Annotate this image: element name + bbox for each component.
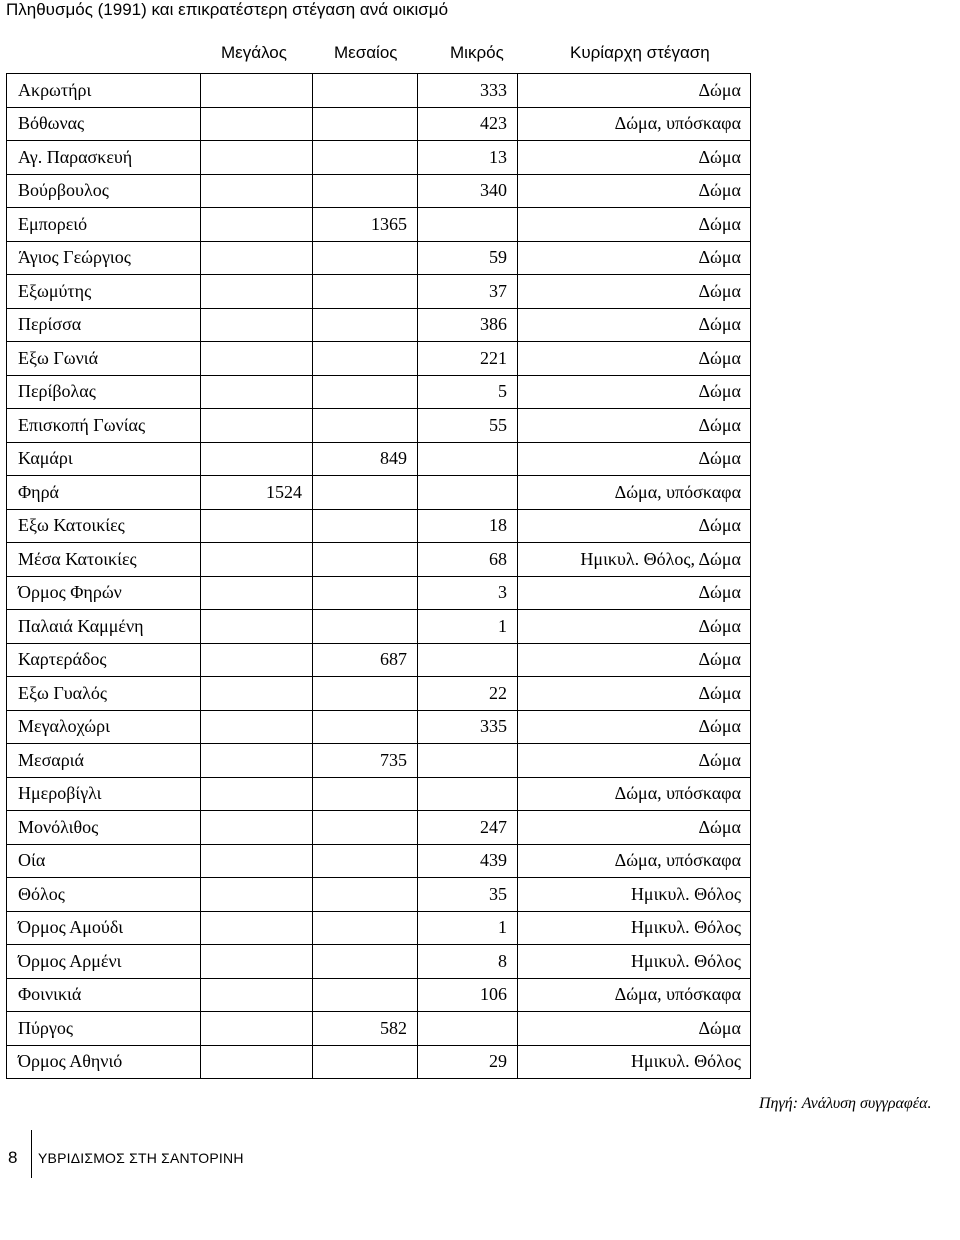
settlement-name: Εξω Κατοικίες	[7, 509, 201, 543]
settlement-name: Καμάρι	[7, 442, 201, 476]
table-row	[7, 978, 751, 1012]
dominant-housing: Δώμα, υπόσκαφα	[518, 844, 751, 878]
table-row	[7, 543, 751, 577]
population-large: 1524	[201, 476, 313, 510]
dominant-housing: Δώμα	[518, 744, 751, 778]
dominant-housing: Δώμα	[518, 208, 751, 242]
population-large	[201, 509, 313, 543]
population-medium: 1365	[313, 208, 418, 242]
population-large	[201, 710, 313, 744]
population-medium	[313, 342, 418, 376]
population-small	[418, 1012, 518, 1046]
table-row	[7, 208, 751, 242]
population-medium	[313, 241, 418, 275]
population-small: 35	[418, 878, 518, 912]
population-small: 37	[418, 275, 518, 309]
settlement-name: Μεγαλοχώρι	[7, 710, 201, 744]
population-medium	[313, 978, 418, 1012]
table-row	[7, 409, 751, 443]
population-large	[201, 74, 313, 108]
population-small: 439	[418, 844, 518, 878]
dominant-housing: Δώμα	[518, 509, 751, 543]
table-row	[7, 710, 751, 744]
population-medium	[313, 174, 418, 208]
population-large	[201, 643, 313, 677]
table-row	[7, 74, 751, 108]
population-medium	[313, 141, 418, 175]
population-small	[418, 643, 518, 677]
population-small: 1	[418, 610, 518, 644]
table-row	[7, 677, 751, 711]
table-row	[7, 1012, 751, 1046]
table-row	[7, 476, 751, 510]
dominant-housing: Δώμα, υπόσκαφα	[518, 777, 751, 811]
table-row	[7, 275, 751, 309]
table-row	[7, 375, 751, 409]
table-row	[7, 442, 751, 476]
settlement-name: Επισκοπή Γωνίας	[7, 409, 201, 443]
population-large	[201, 610, 313, 644]
settlement-name: Περίσσα	[7, 308, 201, 342]
population-large	[201, 844, 313, 878]
settlement-name: Όρμος Αμούδι	[7, 911, 201, 945]
population-medium	[313, 878, 418, 912]
dominant-housing: Δώμα	[518, 576, 751, 610]
settlement-name: Όρμος Αρμένι	[7, 945, 201, 979]
dominant-housing: Δώμα	[518, 677, 751, 711]
dominant-housing: Δώμα	[518, 643, 751, 677]
table-row	[7, 878, 751, 912]
table-row	[7, 844, 751, 878]
population-medium	[313, 1045, 418, 1079]
settlement-table	[6, 73, 751, 1079]
population-medium: 735	[313, 744, 418, 778]
population-large	[201, 342, 313, 376]
population-large	[201, 1012, 313, 1046]
population-medium	[313, 275, 418, 309]
column-header-large: Μεγάλος	[221, 43, 287, 62]
table-row	[7, 509, 751, 543]
population-small: 3	[418, 576, 518, 610]
population-small: 59	[418, 241, 518, 275]
settlement-name: Μέσα Κατοικίες	[7, 543, 201, 577]
dominant-housing: Δώμα, υπόσκαφα	[518, 476, 751, 510]
population-medium	[313, 844, 418, 878]
population-small: 247	[418, 811, 518, 845]
population-medium	[313, 811, 418, 845]
population-large	[201, 945, 313, 979]
table-row	[7, 811, 751, 845]
population-small: 55	[418, 409, 518, 443]
population-large	[201, 442, 313, 476]
table-row	[7, 107, 751, 141]
running-head: ΥΒΡΙΔΙΣΜΟΣ ΣΤΗ ΣΑΝΤΟΡΙΝΗ	[38, 1150, 244, 1166]
population-small: 22	[418, 677, 518, 711]
settlement-name: Εξωμύτης	[7, 275, 201, 309]
population-medium	[313, 911, 418, 945]
population-large	[201, 107, 313, 141]
settlement-name: Βούρβουλος	[7, 174, 201, 208]
population-medium	[313, 777, 418, 811]
population-large	[201, 978, 313, 1012]
settlement-name: Εξω Γυαλός	[7, 677, 201, 711]
population-large	[201, 375, 313, 409]
column-header-small: Μικρός	[450, 43, 504, 62]
population-medium: 849	[313, 442, 418, 476]
population-small: 68	[418, 543, 518, 577]
settlement-name: Ημεροβίγλι	[7, 777, 201, 811]
settlement-name: Μεσαριά	[7, 744, 201, 778]
settlement-name: Εμπορειό	[7, 208, 201, 242]
table-title: Πληθυσμός (1991) και επικρατέστερη στέγαση ανά οικισμό	[6, 0, 449, 19]
population-small: 8	[418, 945, 518, 979]
population-small: 29	[418, 1045, 518, 1079]
column-header-medium: Μεσαίος	[334, 43, 398, 62]
population-medium: 687	[313, 643, 418, 677]
dominant-housing: Δώμα	[518, 174, 751, 208]
population-medium	[313, 375, 418, 409]
population-small: 5	[418, 375, 518, 409]
dominant-housing: Δώμα	[518, 275, 751, 309]
settlement-name: Μονόλιθος	[7, 811, 201, 845]
table-row	[7, 308, 751, 342]
population-medium	[313, 677, 418, 711]
settlement-name: Αγ. Παρασκευή	[7, 141, 201, 175]
population-medium: 582	[313, 1012, 418, 1046]
population-medium	[313, 308, 418, 342]
settlement-name: Όρμος Φηρών	[7, 576, 201, 610]
settlement-name: Φηρά	[7, 476, 201, 510]
population-medium	[313, 74, 418, 108]
population-large	[201, 911, 313, 945]
population-medium	[313, 710, 418, 744]
population-small: 386	[418, 308, 518, 342]
settlement-name: Άγιος Γεώργιος	[7, 241, 201, 275]
source-note: Πηγή: Ανάλυση συγγραφέα.	[759, 1095, 932, 1112]
table-row	[7, 576, 751, 610]
table-row	[7, 342, 751, 376]
table-row	[7, 643, 751, 677]
population-small: 340	[418, 174, 518, 208]
population-medium	[313, 509, 418, 543]
population-small	[418, 442, 518, 476]
dominant-housing: Δώμα	[518, 1012, 751, 1046]
dominant-housing: Δώμα	[518, 409, 751, 443]
table-row	[7, 610, 751, 644]
population-large	[201, 174, 313, 208]
table-row	[7, 945, 751, 979]
population-large	[201, 677, 313, 711]
dominant-housing: Δώμα, υπόσκαφα	[518, 107, 751, 141]
settlement-name: Όρμος Αθηνιό	[7, 1045, 201, 1079]
settlement-name: Φοινικιά	[7, 978, 201, 1012]
population-medium	[313, 576, 418, 610]
population-small: 423	[418, 107, 518, 141]
dominant-housing: Δώμα	[518, 141, 751, 175]
population-large	[201, 208, 313, 242]
population-small: 18	[418, 509, 518, 543]
dominant-housing: Δώμα	[518, 375, 751, 409]
table-row	[7, 241, 751, 275]
settlement-name: Θόλος	[7, 878, 201, 912]
column-header-housing: Κυρίαρχη στέγαση	[570, 43, 710, 62]
table-body	[7, 74, 751, 1079]
population-small: 1	[418, 911, 518, 945]
population-large	[201, 409, 313, 443]
population-large	[201, 1045, 313, 1079]
population-large	[201, 241, 313, 275]
population-large	[201, 576, 313, 610]
population-large	[201, 744, 313, 778]
dominant-housing: Ημικυλ. Θόλος	[518, 945, 751, 979]
settlement-name: Περίβολας	[7, 375, 201, 409]
population-small: 221	[418, 342, 518, 376]
table-row	[7, 174, 751, 208]
dominant-housing: Δώμα, υπόσκαφα	[518, 978, 751, 1012]
population-medium	[313, 543, 418, 577]
dominant-housing: Δώμα	[518, 241, 751, 275]
table-row	[7, 744, 751, 778]
dominant-housing: Δώμα	[518, 610, 751, 644]
population-medium	[313, 107, 418, 141]
population-small: 13	[418, 141, 518, 175]
population-large	[201, 308, 313, 342]
population-medium	[313, 610, 418, 644]
population-small	[418, 744, 518, 778]
table-row	[7, 777, 751, 811]
dominant-housing: Δώμα	[518, 811, 751, 845]
settlement-name: Καρτεράδος	[7, 643, 201, 677]
population-large	[201, 811, 313, 845]
table-row	[7, 141, 751, 175]
footer-divider	[31, 1130, 32, 1178]
population-large	[201, 878, 313, 912]
settlement-name: Ακρωτήρι	[7, 74, 201, 108]
population-small: 333	[418, 74, 518, 108]
dominant-housing: Ημικυλ. Θόλος	[518, 878, 751, 912]
population-small	[418, 476, 518, 510]
table-row	[7, 911, 751, 945]
population-medium	[313, 476, 418, 510]
dominant-housing: Δώμα	[518, 442, 751, 476]
settlement-name: Πύργος	[7, 1012, 201, 1046]
dominant-housing: Δώμα	[518, 308, 751, 342]
population-small	[418, 208, 518, 242]
dominant-housing: Δώμα	[518, 74, 751, 108]
population-large	[201, 543, 313, 577]
settlement-name: Παλαιά Καμμένη	[7, 610, 201, 644]
population-medium	[313, 409, 418, 443]
dominant-housing: Δώμα	[518, 342, 751, 376]
population-large	[201, 777, 313, 811]
population-small: 106	[418, 978, 518, 1012]
dominant-housing: Δώμα	[518, 710, 751, 744]
page-number: 8	[8, 1148, 18, 1167]
settlement-name: Εξω Γωνιά	[7, 342, 201, 376]
population-large	[201, 275, 313, 309]
settlement-name: Οία	[7, 844, 201, 878]
settlement-name: Βόθωνας	[7, 107, 201, 141]
population-small: 335	[418, 710, 518, 744]
population-large	[201, 141, 313, 175]
dominant-housing: Ημικυλ. Θόλος	[518, 1045, 751, 1079]
table-row	[7, 1045, 751, 1079]
dominant-housing: Ημικυλ. Θόλος	[518, 911, 751, 945]
dominant-housing: Ημικυλ. Θόλος, Δώμα	[518, 543, 751, 577]
population-medium	[313, 945, 418, 979]
population-small	[418, 777, 518, 811]
